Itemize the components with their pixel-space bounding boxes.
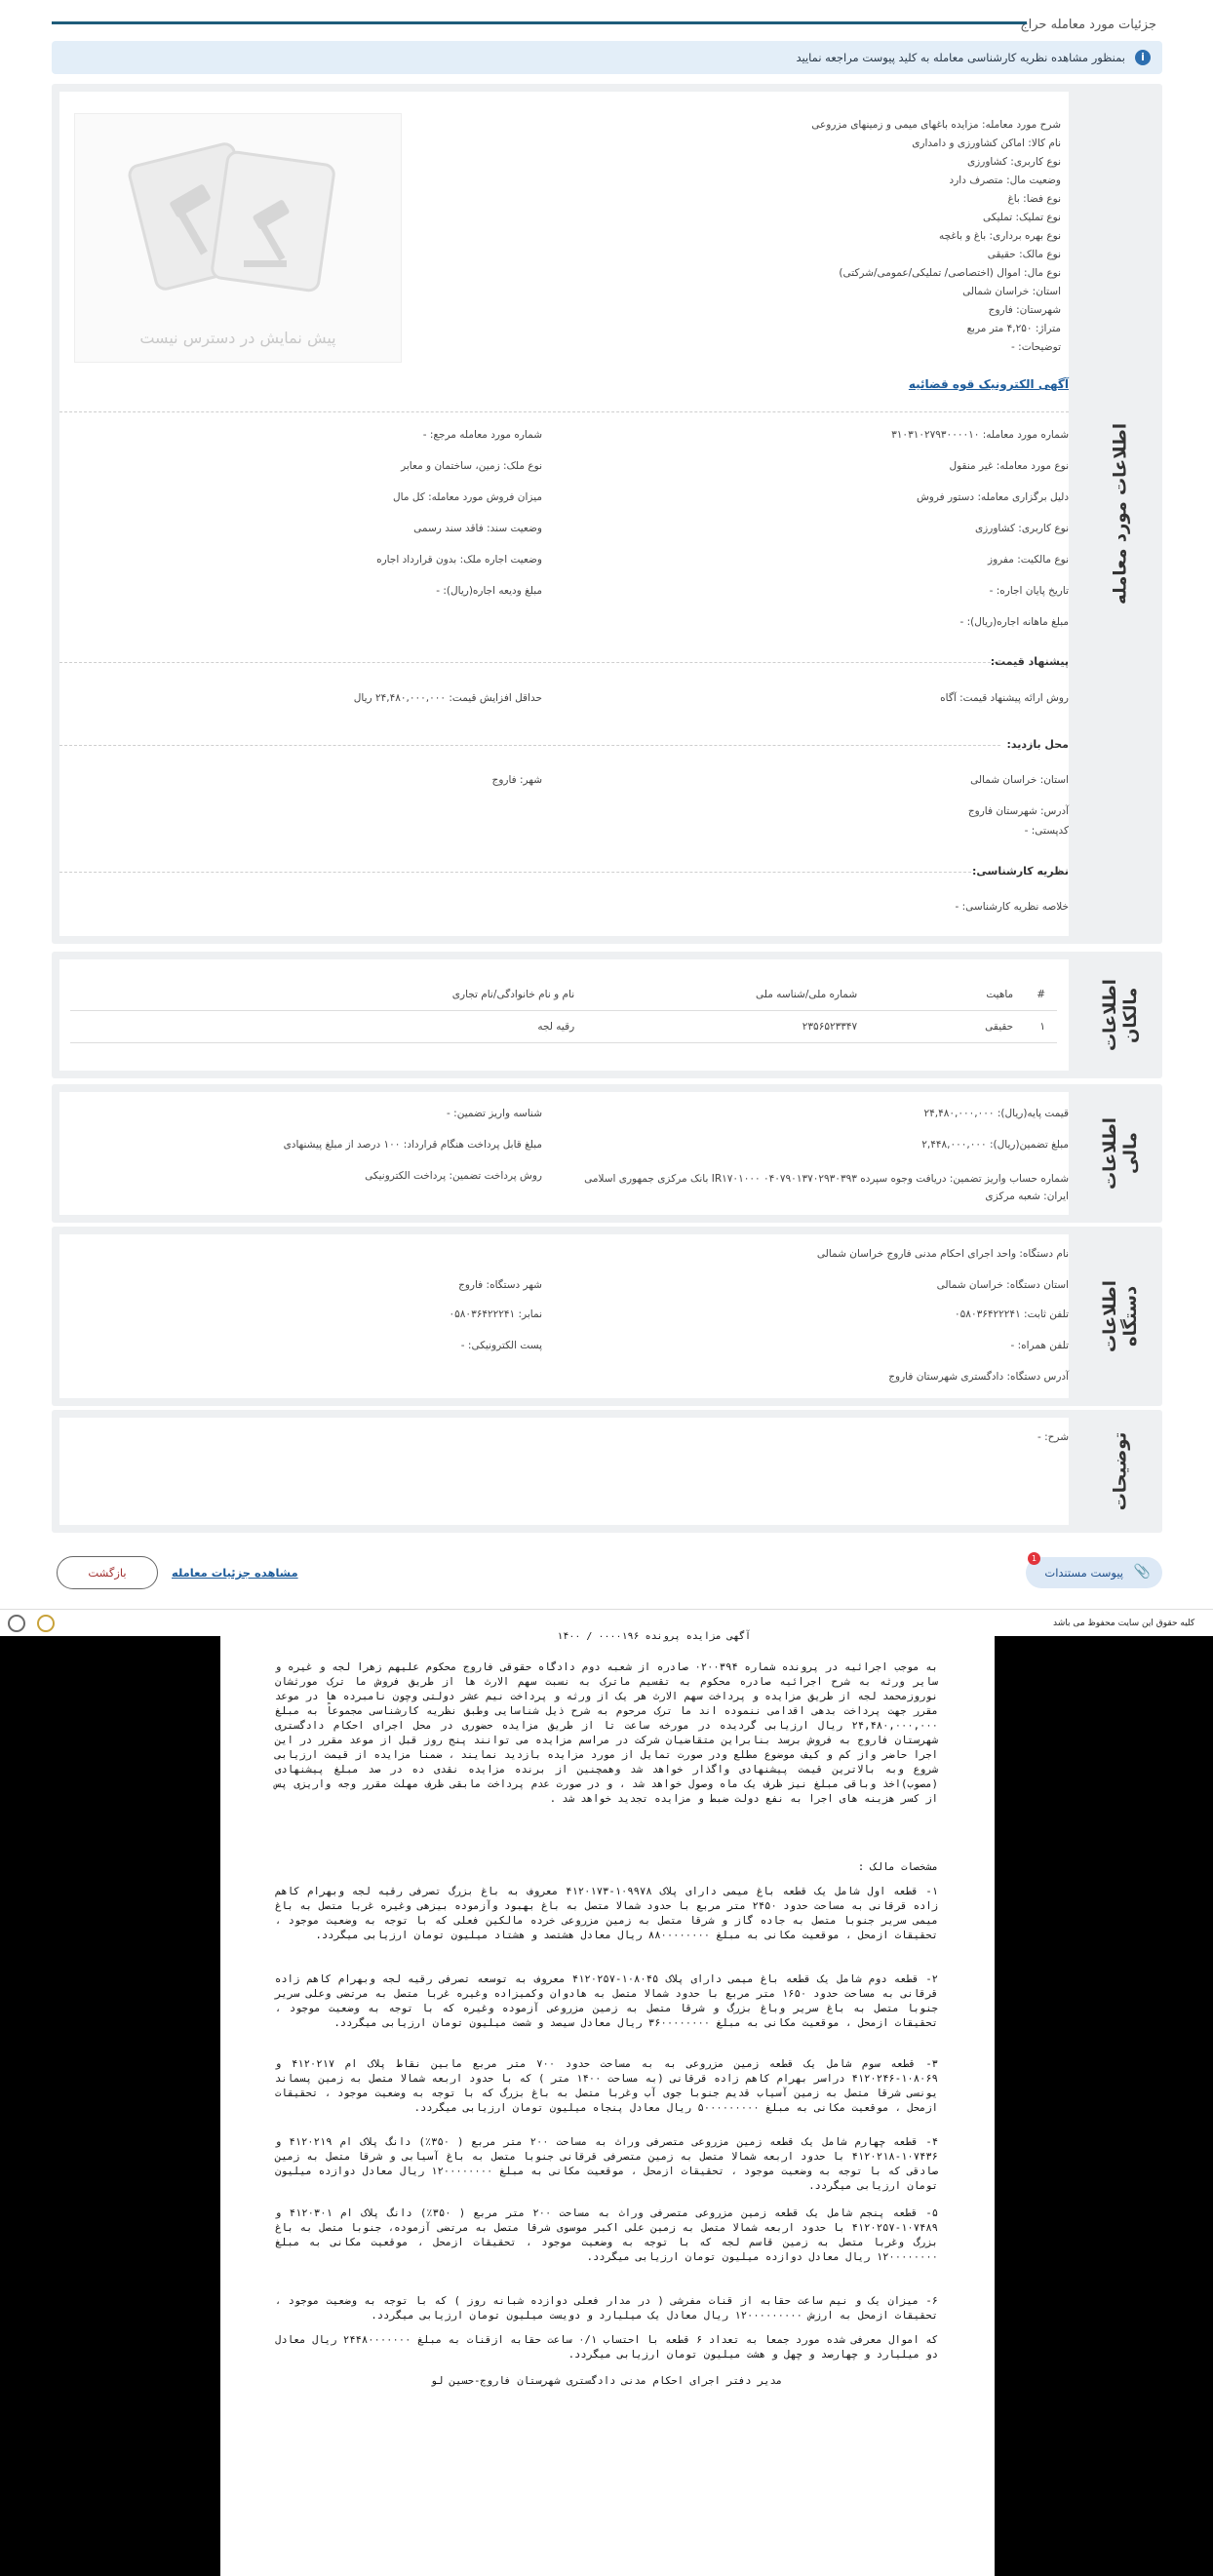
deal-field: نوع مالکیت: مفروز [988,554,1069,566]
table-cell: رقیه لجه [537,1021,575,1033]
document-paragraph: مشخصات مالک : [857,1861,938,1873]
deposit-id: شناسه واریز تضمین: - [447,1108,542,1119]
agency-province: استان دستگاه: خراسان شمالی [936,1279,1069,1291]
agency-body [59,1234,1069,1398]
deal-field: وضعیت سند: فاقد سند رسمی [413,523,542,534]
document-paragraph: ۵- قطعه پنجم شامل یک قطعه زمین مزروعی متصرفی وراث به مساحت ۲۰۰ متر مربع ( ۳۵۰٪) دانگ پلاک ام ۴۱۲۰۳۰۱ و ۱۰۷۴۸۹-۴۱۲۰۲۵۷ با حدود اربعه شمالا متصل به زمین علی اکبر موسوی شرقا متصل به مرتضی آزموده، جنوبا متصل به باغ بزرگ وغربا متصل به زمین قاسم لجه که با توجه به وضعیت موجود ، تحقیقات ازمحل ، موقعیت مکانی به مبلغ ۱۲۰۰۰۰۰۰۰۰ ریال معادل دوازده میلیون تومان ارزیابی میگردد. [275,2207,939,2263]
bid-title: پیشنهاد قیمت: [990,655,1069,668]
info-icon: i [1135,50,1151,65]
ad-link[interactable]: آگهی الکترونیک قوه قضائیه [908,377,1069,391]
bid-method: روش ارائه پیشنهاد قیمت: آگاه [940,692,1069,704]
notice-text: بمنظور مشاهده نظریه کارشناسی معامله به کلید پیوست مراجعه نمایید [796,51,1125,64]
agency-name: نام دستگاه: واحد اجرای احکام مدنی فاروج خراسان شمالی [816,1248,1069,1260]
section-label [1078,1227,1162,1406]
visit-postal: کدپستی: - [1024,825,1069,837]
guarantee-amount: مبلغ تضمین(ریال): ۲,۴۴۸,۰۰۰,۰۰۰ [921,1139,1069,1151]
deal-info-line: شرح مورد معامله: مزایده باغهای میمی و زمینهای مزروعی [811,119,1061,131]
bid-min-increase: حداقل افزایش قیمت: ۲۴,۴۸۰,۰۰۰,۰۰۰ ریال [353,692,542,704]
finance-body [59,1092,1069,1215]
deal-field: تاریخ پایان اجاره: - [989,585,1069,597]
divider [59,662,1000,663]
deal-field: نوع مورد معامله: غیر منقول [949,460,1069,472]
table-cell: ۱ [1039,1021,1045,1033]
agency-email: پست الکترونیکی: - [460,1340,542,1351]
deal-info-line: متراژ: ۴,۲۵۰ متر مربع [966,323,1061,334]
owners-section [52,952,1162,1078]
deal-info-body [59,92,1069,936]
section-title-agency: اطلاعات دستگاه [1100,1280,1141,1352]
section-label [1078,1410,1162,1533]
visit-province: استان: خراسان شمالی [970,774,1069,786]
description-text: شرح: - [1037,1431,1069,1443]
document-paragraph: ۱- قطعه اول شامل یک قطعه باغ میمی دارای پلاک ۱۰۹۹۷۸-۴۱۲۰۱۷۳ معروف به باغ بزرگ تصرفی رقیه لجه وبهرام کاهم زاده قرقانی به مساحت حدود ۲۴۵۰ متر مربع با حدود شمالا متصل به باغ بهبود وآزموده بیزهی وغیره غربا متصل به باغ میمی سریر جنوبا متصل به جاده گاز و شرقا متصل به زمین مزروعی خرده مالکین فعلی که با توجه به وضعیت موجود ، تحقیقات ازمحل ، موقعیت مکانی به مبلغ ۸۸۰۰۰۰۰۰۰۰ ریال معادل هشتصد و هشتاد میلیون تومان ارزیابی میگردد. [275,1886,938,1941]
divider [59,411,1069,412]
attachments-count-badge: 1 [1028,1552,1040,1565]
deal-info-line: نوع فضا: باغ [1007,193,1061,205]
description-body [59,1418,1069,1525]
visit-city: شهر: فاروج [491,774,542,786]
divider [59,872,971,873]
column-header: # [1037,989,1045,1000]
page-header [52,14,1156,33]
deal-field: میزان فروش مورد معامله: کل مال [393,491,542,503]
payment-method: روش پرداخت تضمین: پرداخت الکترونیکی [365,1170,542,1182]
finance-section [52,1084,1162,1223]
deal-info-line: نوع مالک: حقیقی [987,249,1061,260]
deal-info-line: استان: خراسان شمالی [962,286,1061,297]
agency-mobile: تلفن همراه: - [1010,1340,1069,1351]
deal-info-line: نوع بهره برداری: باغ و باغچه [939,230,1061,242]
agency-section [52,1227,1162,1406]
emblem-icon [8,1615,25,1632]
owners-table [70,979,1057,1043]
agency-phone: تلفن ثابت: ۰۵۸۰۳۶۴۲۲۲۴۱ [955,1308,1069,1320]
document-page [220,1631,995,2576]
paperclip-icon: 📎 [1133,1564,1151,1580]
table-cell: ۲۳۵۶۵۲۳۳۴۷ [802,1021,858,1033]
expert-title: نظریه کارشناسی: [972,865,1069,878]
visit-address: آدرس: شهرستان فاروج [967,805,1069,817]
judiciary-logo-icon [37,1615,55,1632]
view-deal-details-link[interactable]: مشاهده جزئیات معامله [172,1566,298,1580]
table-header-row [70,979,1057,1011]
gavel-placeholder-icon [73,114,401,309]
description-section [52,1410,1162,1533]
deal-info-section [52,84,1162,944]
document-paragraph: ۴- قطعه چهارم شامل یک قطعه زمین مزروعی متصرفی وراث به مساحت ۲۰۰ متر مربع ( ۳۵۰٪) دانگ پلاک ام ۴۱۲۰۲۱۹ و ۱۰۷۴۳۶-۴۱۲۰۲۱۸ با حدود اربعه شمالا متصل به زمین متصرفی قرقانی جنوبا متصل به باغ آسیابی و شرقا متصل به زمین صادقی که با توجه به وضعیت موجود ، تحقیقات ازمحل ، موقعیت مکانی به مبلغ ۱۲۰۰۰۰۰۰۰۰ ریال معادل دوازده میلیون تومان ارزیابی میگردد. [275,2136,939,2192]
document-signature-line: مدیر دفتر اجرای احکام مدنی دادگستری شهرستان فاروج-حسین لو [430,2375,783,2387]
back-button[interactable]: بازگشت [57,1556,158,1589]
deal-info-line: شهرستان: فاروج [988,304,1061,316]
deal-field: نوع ملک: زمین، ساختمان و معابر [401,460,542,472]
divider [59,745,1000,746]
info-notice [52,41,1162,74]
deal-info-line: وضعیت مال: متصرف دارد [949,175,1061,186]
image-preview [74,113,402,363]
deal-field: دلیل برگزاری معامله: دستور فروش [916,491,1069,503]
deal-field: شماره مورد معامله مرجع: - [422,429,542,441]
document-paragraph: ۳- قطعه سوم شامل یک قطعه زمین مزروعی به به مساحت حدود ۷۰۰ متر مربع مابین نقاط پلاک ام ۴۱۲۰۲۱۷ و ۱۰۸۰۶۹-۴۱۲۰۲۴۶ دراسر بهرام کاهم زاده قرقانی (به مساحت ۱۴۰۰ متر ) که با حدود اربعه شمالا متصل به زمین پسماند یونسی شرقا متصل به زمین آسیاب قدیم جنوبا جوی آب وغربا متصل به باغ بزرگ که با توجه به وضعیت موجود ، تحقیقات ازمحل ، موقعیت مکانی به مبلغ ۵۰۰۰۰۰۰۰۰۰ ریال معادل پنجاه میلیون تومان ارزیابی میگردد. [275,2058,938,2114]
section-title-finance: اطلاعات مالی [1100,1117,1141,1190]
attachments-button[interactable] [1026,1557,1162,1588]
deal-field: مبلغ ماهانه اجاره(ریال): - [959,616,1069,628]
deal-field: شماره مورد معامله: ۳۱۰۳۱۰۲۷۹۳۰۰۰۰۱۰ [891,429,1069,441]
preview-caption: پیش نمایش در دسترس نیست [139,329,336,347]
column-header: شماره ملی/شناسه ملی [756,989,858,1000]
header-divider [52,21,1027,24]
document-heading: آگهی مزایده پرونده ۰۰۰۰۱۹۶ / ۱۴۰۰ [557,1631,751,1642]
agency-fax: نمابر: ۰۵۸۰۳۶۴۲۲۲۴۱ [449,1308,542,1320]
column-header: ماهیت [986,989,1014,1000]
section-title-desc: توضیحات [1110,1431,1131,1511]
deal-info-line: نوع تملیک: تملیکی [982,212,1061,223]
account-number: شماره حساب واریز تضمین: دریافت وجوه سپرده ۰۴۰۷۹۰۱۳۷۰۲۹۳۰۳۹۳ IR۱۷۰۱۰۰۰ بانک مرکزی جمهوری اسلامی ایران: شعبه مرکزی [584,1173,1069,1202]
visit-title: محل بازدید: [1006,738,1069,751]
payable-amount: مبلغ قابل پرداخت هنگام قرارداد: ۱۰۰ درصد از مبلغ پیشنهادی [283,1139,542,1151]
agency-address: آدرس دستگاه: دادگستری شهرستان فاروج [888,1371,1069,1383]
section-label [1078,84,1162,944]
deal-info-line: نوع مال: اموال (اختصاصی/ تملیکی/عمومی/شرکتی) [839,267,1061,279]
base-price: قیمت پایه(ریال): ۲۴,۴۸۰,۰۰۰,۰۰۰ [923,1108,1069,1119]
column-header: نام و نام خانوادگی/نام تجاری [451,989,575,1000]
table-row [70,1011,1057,1043]
table-cell: حقیقی [985,1021,1014,1033]
deal-field: مبلغ ودیعه اجاره(ریال): - [436,585,542,597]
page-title: جزئیات مورد معامله حراج [1020,18,1156,32]
document-paragraph: به موجب اجرائیه در پرونده شماره ۰۲۰۰۳۹۴ صادره از شعبه دوم دادگاه حقوقی فاروج محکوم علیهم زهرا لجه و غیره و سایر ورثه به شرح اجرائیه صادره محکوم به تقسیم ماترک به نسبت سهم الارث ها از طریق فروش ما ترک مورثشان نوروزمحمد لجه از طریق مزایده و پرداخت سهم الارث هر یک از ورثه و پرداخت نیم عشر دولتی وچون نامبرده ها در موعد مقرر جهت پرداخت بدهی اقدامی ننموده اند ما ترک مرحوم به شرح ذیل شناسایی وطبق نظریه کارشناسی مجموعاً به مبلغ ۲۴,۴۸۰,۰۰۰,۰۰۰ ریال ارزیابی گردیده در مورخه ساعت تا از طریق مزایده حضوری در محل اجرای احکام دادگستری شهرستان فاروج به فروش برسد بنابراین متقاضیان شرکت در مراسم مزایده می توانند پنج روز قبل از موعد مقرر در این اجرا حاضر واز کم و کیف موضوع مطلع ودر صورت تمایل از مورد مزایده بازدید نمایند ، ضمنا مزایده از قیمت ارزیابی شروع وبه بالاترین قیمت پیشنهادی واگذار خواهد شد وهمچنین از برنده مزایده نقدی ده در صد مبلغ پیشنهادی (مصوب)اخذ وباقی مبلغ نیز ظرف یک ماه وصول خواهد شد ، و در صورت عدم پرداخت مابقی ظرف مهلت مقرر وجه واریزی پس از کسر هزینه های اجرا به نفع دولت ضبط و مزایده تجدید خواهد شد . [275,1661,938,1805]
document-viewer [0,1631,1213,2576]
document-paragraph: ۲- قطعه دوم شامل یک قطعه باغ میمی دارای پلاک ۱۰۸۰۴۵-۴۱۲۰۲۵۷ معروف به توسعه تصرفی رقیه لجه وبهرام کاهم زاده قرقانی به مساحت حدود ۱۶۵۰ متر مربع با حدود شمالا متصل به هادوان وکمیزاده وغیره غربا متصل به مرتضی وعلی سریر جنوبا متصل به باغ سریر وباغ بزرگ و شرقا متصل به زمین مزروعی آزموده وغیره که با توجه به وضعیت موجود ، تحقیقات ازمحل ، موقعیت مکانی به مبلغ ۳۶۰۰۰۰۰۰۰۰ ریال معادل سیصد و شصت میلیون تومان ارزیابی میگردد. [275,1973,938,2029]
copyright-text: کلیه حقوق این سایت محفوظ می باشد [1053,1619,1195,1628]
deal-info-line: نوع کاربری: کشاورزی [966,156,1061,168]
deal-info-line: توضیحات: - [1011,341,1061,353]
document-paragraph: که اموال معرفی شده مورد جمعا به تعداد ۶ قطعه با احتساب ۰/۱ ساعت حقابه ازقنات به مبلغ ۲۴۴۸۰۰۰۰۰۰۰ ریال معادل دو میلیارد و چهارصد و چهل و هشت میلیون تومان ارزیابی میگردد. [275,2334,938,2361]
owners-body [59,959,1069,1071]
section-label [1078,952,1162,1078]
deal-field: نوع کاربری: کشاورزی [974,523,1069,534]
document-paragraph: ۶- میزان یک و نیم ساعت حقابه از قنات مفرشی ( در مدار فعلی دوازده شبانه روز ) که با توجه به وضعیت موجود ، تحقیقات ازمحل به ارزش ۱۲۰۰۰۰۰۰۰۰۰ ریال معادل یک میلیارد و دویست میلیون تومان ارزیابی میگردد. [275,2295,938,2322]
section-title-owners: اطلاعات مالکان [1100,979,1141,1051]
section-label [1078,1084,1162,1223]
expert-summary: خلاصه نظریه کارشناسی: - [955,901,1069,913]
agency-city: شهر دستگاه: فاروج [458,1279,542,1291]
deal-field: وضعیت اجاره ملک: بدون قرارداد اجاره [376,554,542,566]
deal-info-line: نام کالا: اماکن کشاورزی و دامداری [912,137,1061,149]
attachments-label: پیوست مستندات [1044,1566,1123,1580]
section-title-deal: اطلاعات مورد معامله [1110,423,1131,605]
